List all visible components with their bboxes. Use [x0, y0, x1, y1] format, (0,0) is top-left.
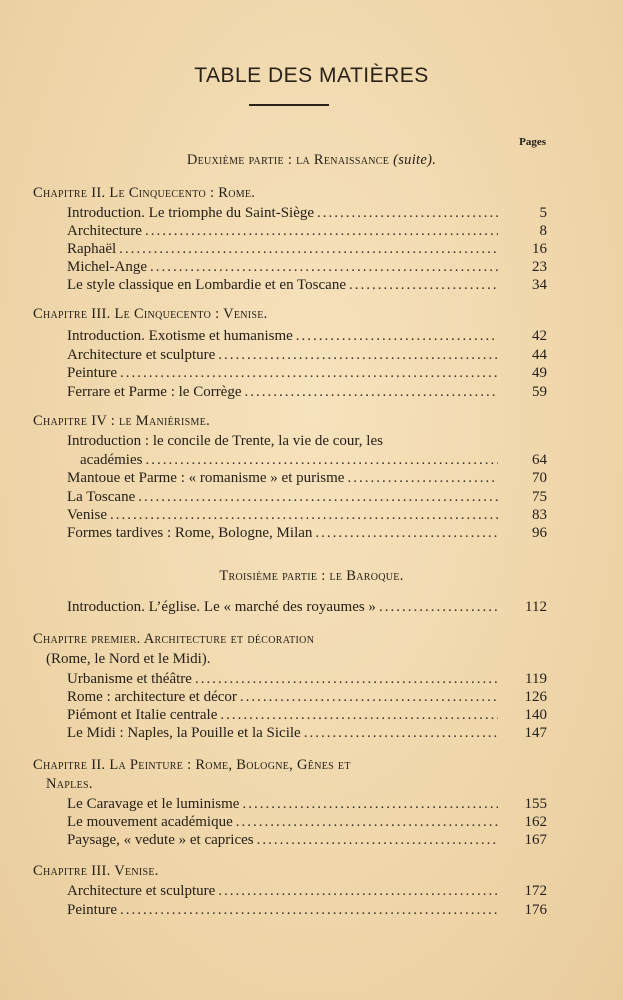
leader-dots [120, 901, 498, 920]
chapter-heading: Chapitre III. Venise. [33, 863, 159, 879]
page-number: 59 [532, 384, 547, 400]
entry-title: Mantoue et Parme : « romanisme » et purisme [67, 470, 345, 486]
entry-title: La Toscane [67, 489, 136, 505]
page-number: 155 [524, 796, 547, 812]
entry-title: Peinture [67, 902, 117, 918]
leader-dots [240, 688, 498, 707]
entry-title: Introduction : le concile de Trente, la vie de cour, les [67, 433, 383, 449]
toc-entry[interactable] [67, 506, 547, 525]
leader-dots [317, 204, 498, 223]
page-number: 5 [539, 205, 547, 221]
chapter-heading-cont: Naples. [46, 776, 93, 792]
toc-entry[interactable] [67, 688, 547, 707]
page-number: 83 [532, 507, 547, 523]
leader-dots [347, 469, 498, 488]
leader-dots [296, 327, 498, 346]
toc-entry[interactable] [67, 598, 547, 617]
toc-entry[interactable] [67, 276, 547, 295]
toc-entry[interactable] [67, 831, 547, 850]
leader-dots [145, 222, 498, 241]
part-heading-renaissance [0, 152, 623, 169]
toc-entry[interactable] [67, 524, 547, 543]
page-number: 96 [532, 525, 547, 541]
page-number: 176 [524, 902, 547, 918]
toc-entry[interactable] [67, 383, 547, 402]
page-number: 49 [532, 365, 547, 381]
leader-dots [379, 598, 498, 617]
entry-title: Peinture [67, 365, 117, 381]
chapter-heading: Chapitre II. Le Cinquecento : Rome. [33, 185, 256, 201]
leader-dots [138, 488, 498, 507]
leader-dots [218, 882, 498, 901]
page-number: 70 [532, 470, 547, 486]
entry-title: académies [80, 452, 143, 468]
entry-title: Introduction. L’église. Le « marché des royaumes » [67, 599, 376, 615]
page-number: 147 [524, 725, 547, 741]
entry-title: Introduction. Le triomphe du Saint-Siège [67, 205, 315, 221]
chapter-heading: Chapitre premier. Architecture et décoration [33, 631, 315, 647]
page-title: TABLE DES MATIÈRES [194, 64, 429, 87]
toc-entry[interactable] [67, 258, 547, 277]
entry-title: Architecture et sculpture [67, 883, 216, 899]
chapter-subtitle: (Rome, le Nord et le Midi). [46, 651, 211, 667]
toc-entry[interactable] [67, 813, 547, 832]
entry-title: Introduction. Exotisme et humanisme [67, 328, 293, 344]
entry-title: Le Midi : Naples, la Pouille et la Sicile [67, 725, 301, 741]
page-number: 75 [532, 489, 547, 505]
leader-dots [218, 346, 498, 365]
toc-entry[interactable] [67, 364, 547, 383]
page-number: 64 [532, 452, 547, 468]
entry-title: Le mouvement académique [67, 814, 233, 830]
page-number: 172 [524, 883, 547, 899]
entry-title: Piémont et Italie centrale [67, 707, 218, 723]
toc-entry[interactable] [67, 882, 547, 901]
leader-dots [150, 258, 498, 277]
leader-dots [110, 506, 498, 525]
toc-entry[interactable] [67, 240, 547, 259]
page-number: 167 [524, 832, 547, 848]
toc-entry[interactable] [67, 706, 547, 725]
entry-title: Architecture et sculpture [67, 347, 216, 363]
page-number: 126 [524, 689, 547, 705]
toc-entry[interactable] [67, 901, 547, 920]
leader-dots [220, 706, 498, 725]
entry-title: Urbanisme et théâtre [67, 671, 192, 687]
entry-title: Paysage, « vedute » et caprices [67, 832, 254, 848]
entry-title: Le style classique en Lombardie et en Toscane [67, 277, 346, 293]
entry-title: Michel-Ange [67, 259, 147, 275]
leader-dots [257, 831, 498, 850]
entry-title: Raphaël [67, 241, 117, 257]
leader-dots [195, 670, 498, 689]
page-number: 112 [525, 599, 547, 615]
toc-entry[interactable] [67, 488, 547, 507]
toc-entry[interactable] [67, 670, 547, 689]
title-rule [249, 104, 329, 106]
toc-entry[interactable] [80, 451, 547, 470]
toc-entry[interactable] [67, 795, 547, 814]
entry-title: Formes tardives : Rome, Bologne, Milan [67, 525, 313, 541]
page-number: 42 [532, 328, 547, 344]
toc-entry[interactable] [67, 327, 547, 346]
part-heading-baroque: Troisième partie : le Baroque. [219, 568, 404, 584]
leader-dots [236, 813, 498, 832]
leader-dots [242, 795, 498, 814]
page-number: 44 [532, 347, 547, 363]
part-heading-suffix: (suite). [393, 152, 437, 168]
pages-column-label: Pages [519, 136, 546, 148]
page-number: 119 [525, 671, 547, 687]
leader-dots [120, 364, 498, 383]
entry-title: Architecture [67, 223, 142, 239]
page-number: 140 [524, 707, 547, 723]
leader-dots [119, 240, 498, 259]
chapter-heading: Chapitre III. Le Cinquecento : Venise. [33, 306, 268, 322]
toc-entry[interactable] [67, 469, 547, 488]
chapter-heading: Chapitre II. La Peinture : Rome, Bologne, Gênes et [33, 757, 351, 773]
toc-entry[interactable] [67, 346, 547, 365]
page-number: 162 [524, 814, 547, 830]
leader-dots [315, 524, 498, 543]
chapter-heading: Chapitre IV : le Maniérisme. [33, 413, 211, 429]
entry-title: Rome : architecture et décor [67, 689, 237, 705]
entry-title: Le Caravage et le luminisme [67, 796, 240, 812]
page-number: 8 [539, 223, 547, 239]
entry-title: Venise [67, 507, 107, 523]
leader-dots [245, 383, 499, 402]
page-number: 23 [532, 259, 547, 275]
toc-entry[interactable] [67, 204, 547, 223]
toc-entry[interactable] [67, 724, 547, 743]
page-number: 16 [532, 241, 547, 257]
leader-dots [145, 451, 498, 470]
leader-dots [349, 276, 498, 295]
part-heading-text: Deuxième partie : la Renaissance [186, 152, 390, 168]
leader-dots [304, 724, 498, 743]
toc-entry[interactable] [67, 222, 547, 241]
entry-title: Ferrare et Parme : le Corrège [67, 384, 242, 400]
page-number: 34 [532, 277, 547, 293]
